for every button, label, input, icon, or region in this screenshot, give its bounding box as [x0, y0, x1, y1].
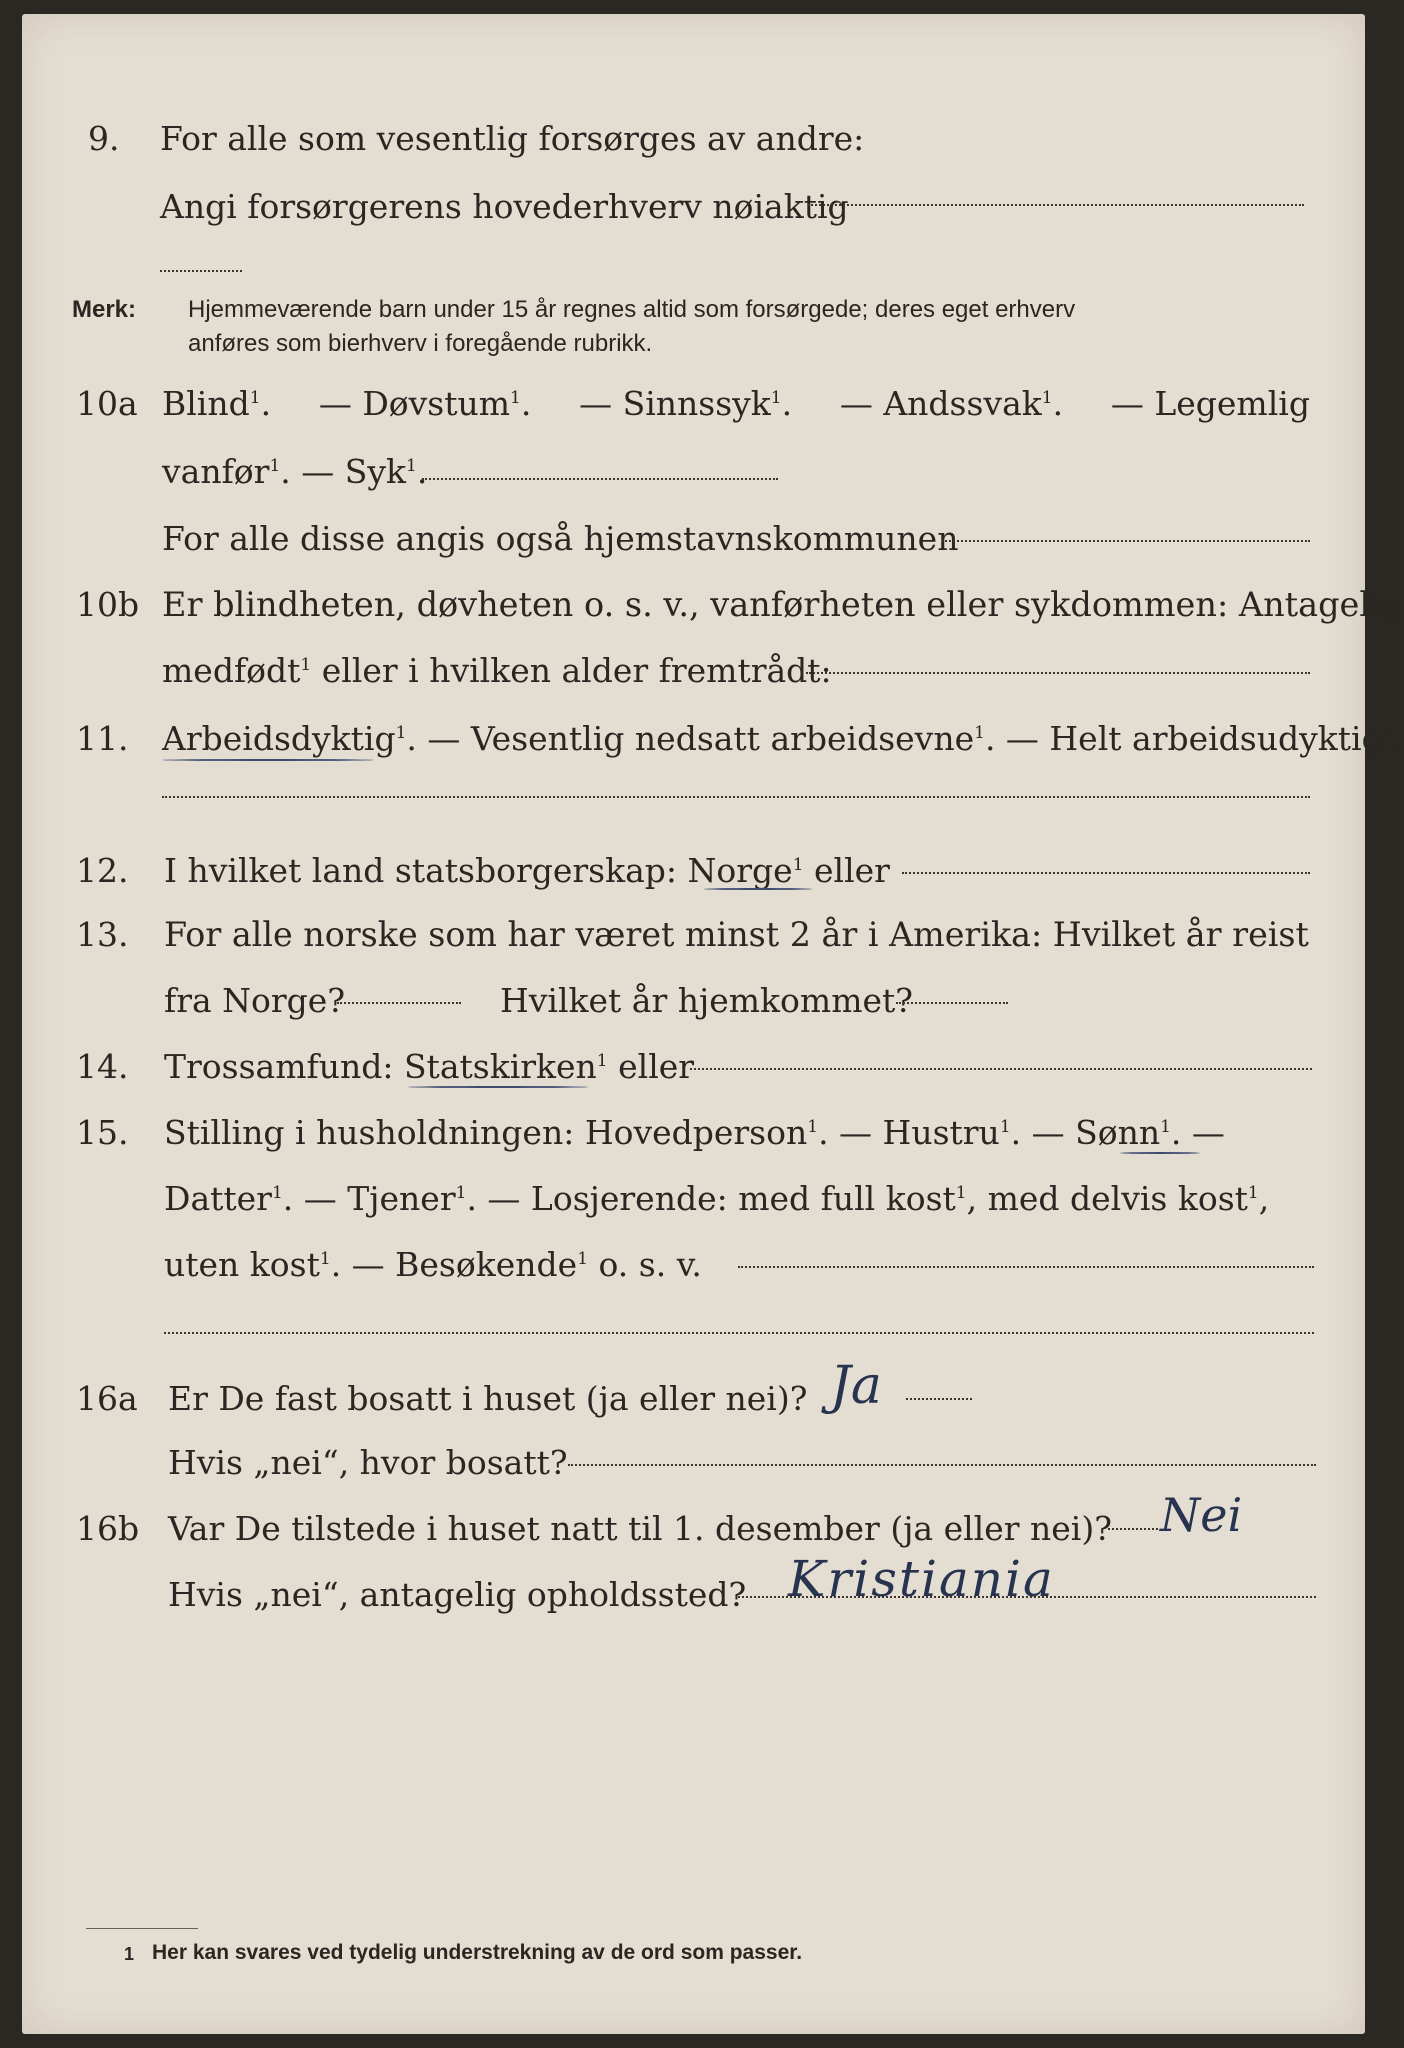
q10a-line2: vanfør$^1$. — Syk$^1$.: [162, 452, 428, 491]
q16b-answer-line[interactable]: [1108, 1528, 1158, 1530]
footnote-text: Her kan svares ved tydelig understrekning av de ord som passer.: [152, 1941, 803, 1964]
q10a-syk-answer-line[interactable]: [422, 478, 778, 480]
q16b-opholdssted-answer-line[interactable]: [738, 1596, 1316, 1598]
q13-line1: For alle norske som har været minst 2 år i Amerika: Hvilket år reist: [164, 915, 1309, 954]
census-form-page: [22, 14, 1404, 2034]
q16a-bosatt-answer-line[interactable]: [568, 1464, 1316, 1466]
q14-answer-line[interactable]: [690, 1068, 1312, 1070]
q9-answer-line-2[interactable]: [160, 270, 242, 272]
q11-answer-line[interactable]: [162, 796, 1310, 798]
q15-line1: Stilling i husholdningen: Hovedperson$^1$. — Hustru$^1$. — Sønn$^1$. —: [164, 1113, 1225, 1152]
q9-number: 9.: [88, 119, 120, 158]
q13-hjemkommet-answer-line[interactable]: [896, 1002, 1008, 1004]
merk-line1: Hjemmeværende barn under 15 år regnes altid som forsørgede; deres eget erhverv: [188, 296, 1076, 323]
q12-norge-underline: [704, 888, 812, 890]
q9-line2: Angi forsørgerens hovederhverv nøiaktig: [160, 187, 849, 226]
q16b-number: 16b: [76, 1509, 140, 1548]
q15-line3: uten kost$^1$. — Besøkende$^1$ o. s. v.: [164, 1245, 702, 1284]
q10b-line2: medfødt$^1$ eller i hvilken alder fremtrådt:: [162, 651, 832, 690]
q16a-handwritten-answer: Ja: [830, 1356, 882, 1416]
q10a-hjemstavn-answer-line[interactable]: [942, 540, 1310, 542]
q15-line2: Datter$^1$. — Tjener$^1$. — Losjerende: med full kost$^1$, med delvis kost$^1$,: [164, 1179, 1270, 1218]
q13-line2a: fra Norge?: [164, 981, 346, 1020]
q13-reist-answer-line[interactable]: [337, 1002, 461, 1004]
q14-line: Trossamfund: Statskirken$^1$ eller: [164, 1047, 695, 1086]
q16a-line2: Hvis „nei“, hvor bosatt?: [168, 1443, 568, 1482]
q14-number: 14.: [76, 1047, 129, 1086]
q16a-line1: Er De fast bosatt i huset (ja eller nei)?: [168, 1379, 808, 1418]
q12-number: 12.: [76, 851, 129, 890]
footnote-mark: 1: [124, 1944, 135, 1964]
q11-line: Arbeidsdyktig$^1$. — Vesentlig nedsatt arbeidsevne$^1$. — Helt arbeidsudyktig$^1$.: [162, 719, 1404, 758]
q15-sonn-underline: [1120, 1152, 1200, 1154]
q15-answer-line-2[interactable]: [164, 1332, 1314, 1334]
q13-number: 13.: [76, 915, 129, 954]
q16b-line2: Hvis „nei“, antagelig opholdssted?: [168, 1575, 747, 1614]
q16a-answer-line[interactable]: [906, 1398, 972, 1400]
q16b-handwritten-answer-1: Nei: [1160, 1488, 1243, 1542]
q14-statskirken-underline: [408, 1086, 588, 1088]
q10a-number: 10a: [76, 384, 138, 423]
q9-answer-line[interactable]: [808, 204, 1304, 206]
q12-line: I hvilket land statsborgerskap: Norge$^1$ eller: [164, 851, 890, 890]
footnote-rule: [86, 1928, 198, 1929]
merk-line2: anføres som bierhverv i foregående rubrikk.: [188, 330, 653, 357]
q10a-line1: Blind$^1$. — Døvstum$^1$. — Sinnssyk$^1$. — Andssvak$^1$. — Legemlig: [162, 384, 1310, 423]
q11-handwritten-underline: [162, 759, 374, 761]
q12-answer-line[interactable]: [902, 872, 1310, 874]
q11-number: 11.: [76, 719, 129, 758]
q16b-line1: Var De tilstede i huset natt til 1. desember (ja eller nei)?: [168, 1509, 1112, 1548]
q16a-number: 16a: [76, 1379, 138, 1418]
q16b-handwritten-answer-2: Kristiania: [788, 1550, 1055, 1608]
q10b-number: 10b: [76, 585, 140, 624]
merk-label: Merk:: [72, 296, 137, 323]
q10b-answer-line[interactable]: [806, 672, 1310, 674]
q15-answer-line[interactable]: [738, 1266, 1314, 1268]
q10a-line3: For alle disse angis også hjemstavnskommunen: [162, 519, 959, 558]
q13-line2b: Hvilket år hjemkommet?: [500, 981, 913, 1020]
q10b-line1: Er blindheten, døvheten o. s. v., vanførheten eller sykdommen: Antagelig: [162, 585, 1403, 624]
q9-line1: For alle som vesentlig forsørges av andre:: [160, 119, 865, 158]
q15-number: 15.: [76, 1113, 129, 1152]
